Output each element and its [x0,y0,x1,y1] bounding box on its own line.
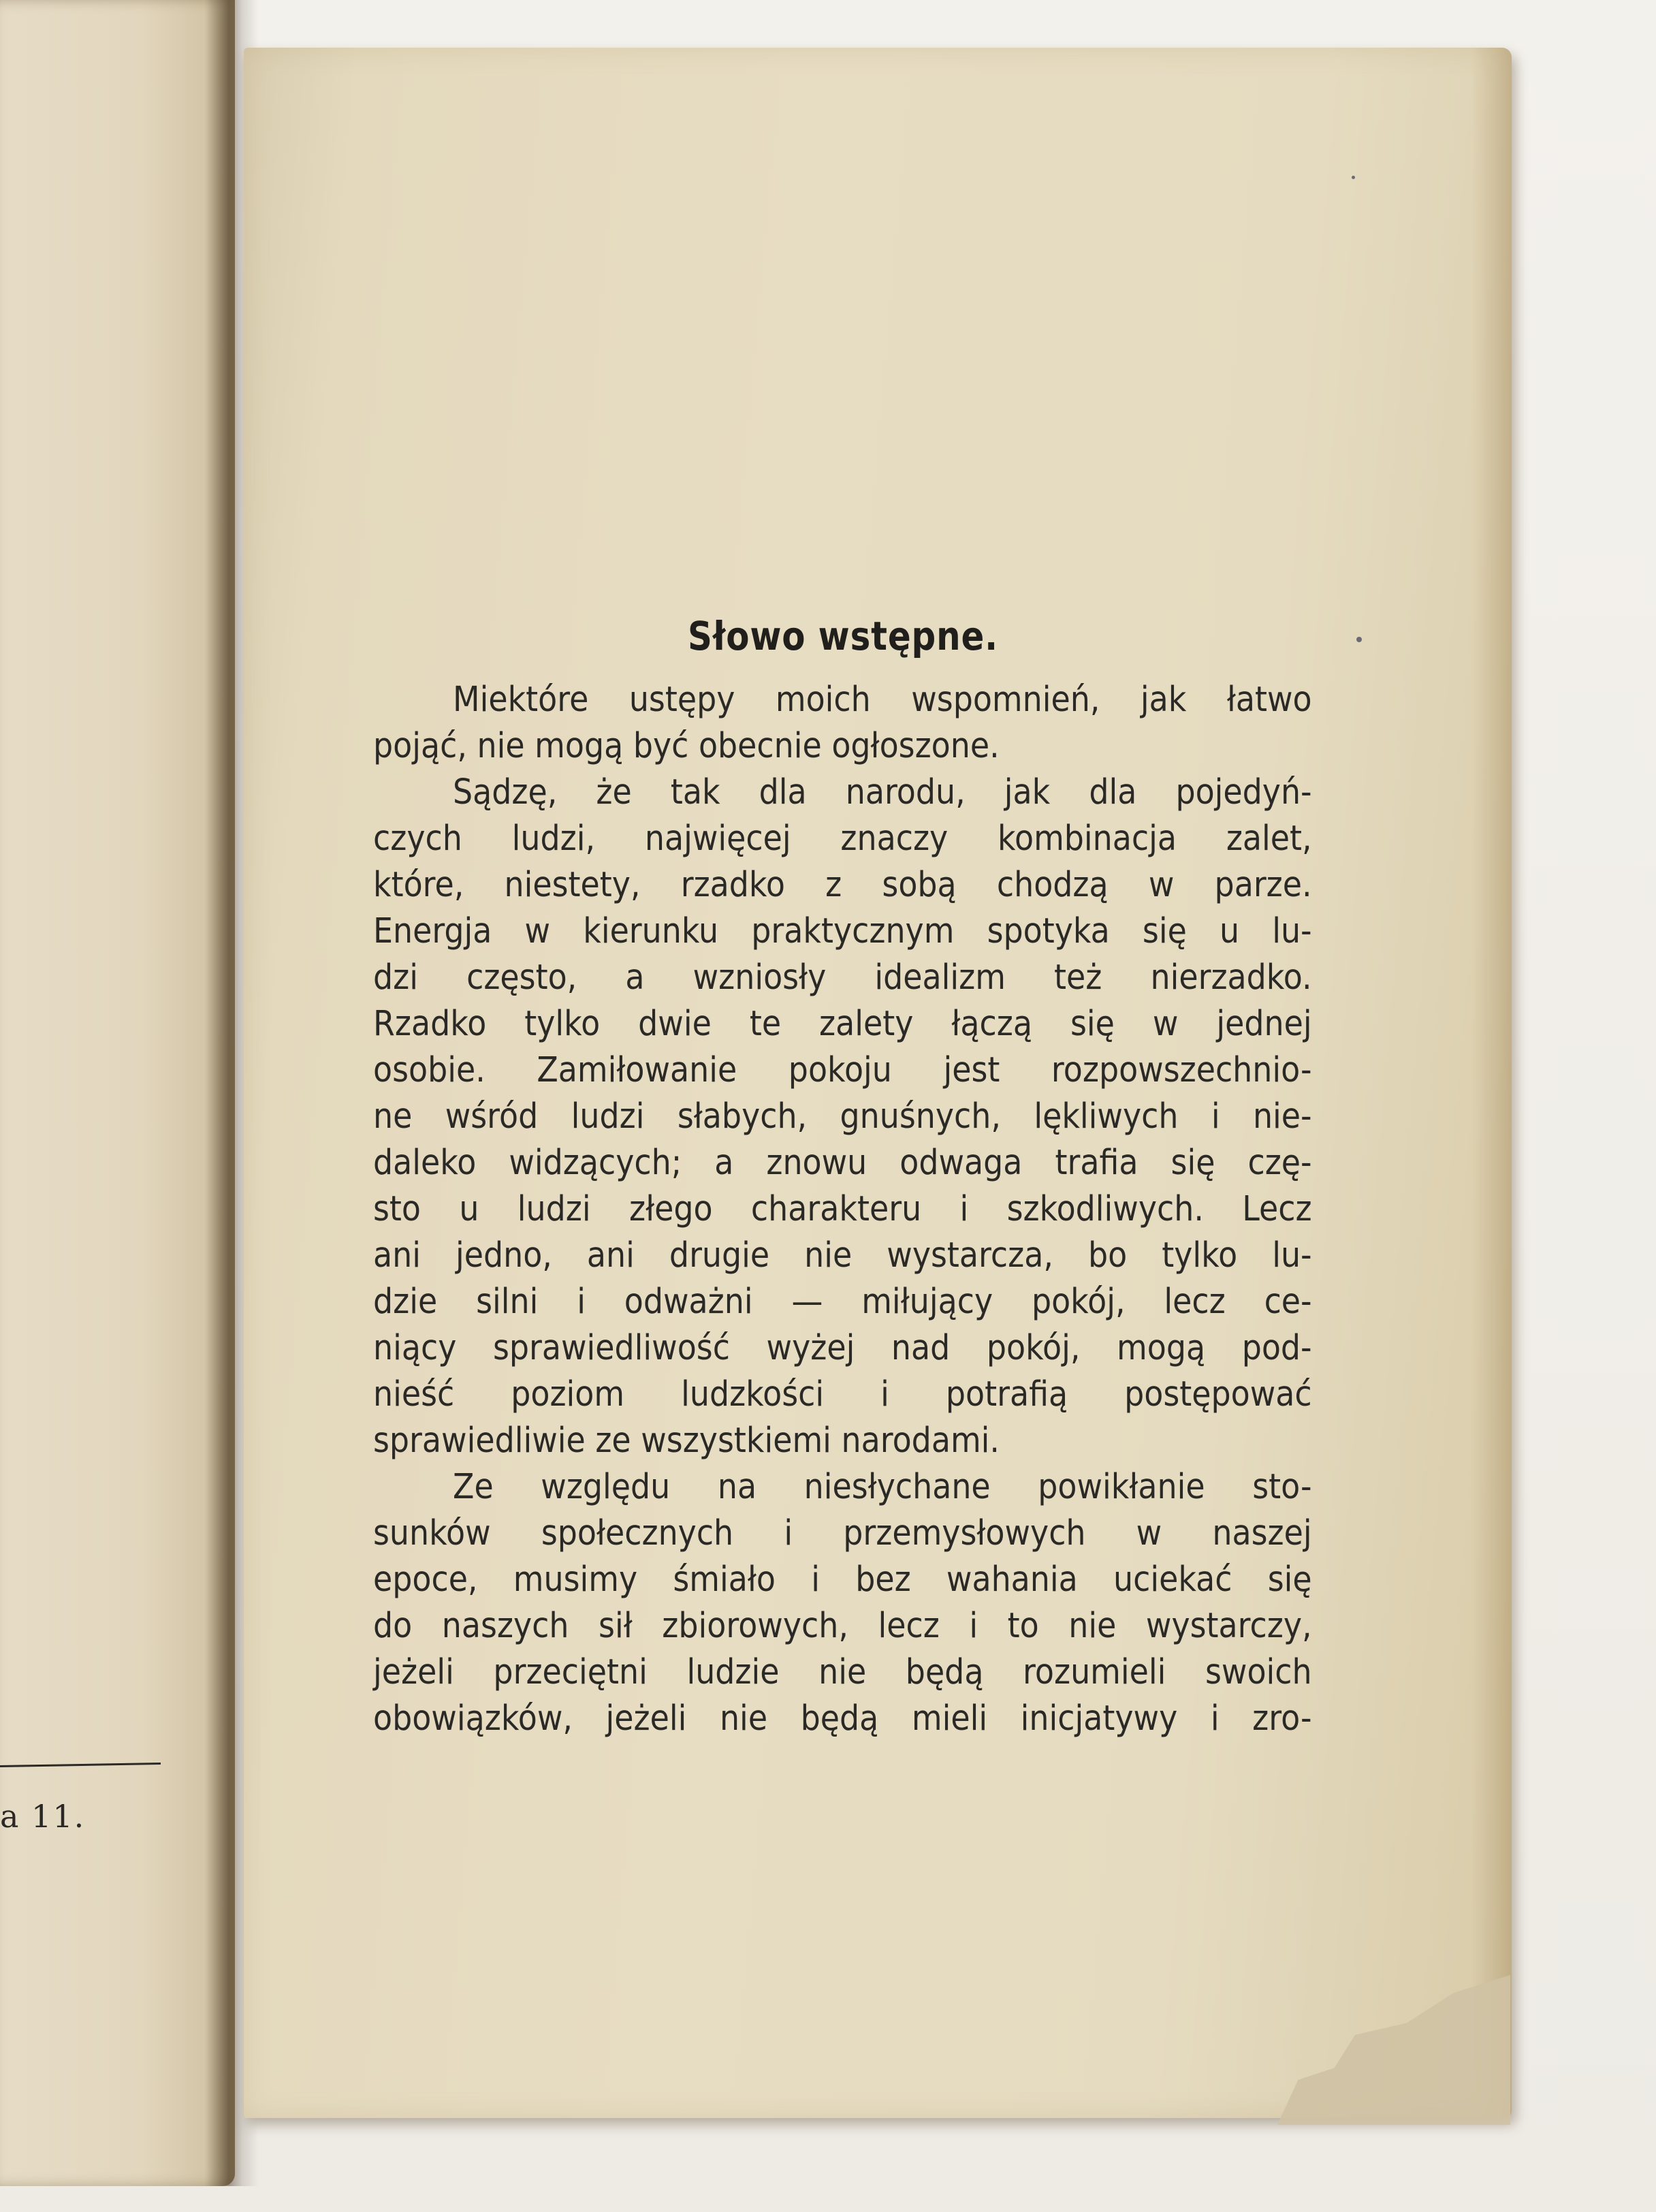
torn-corner [1252,1975,1510,2125]
paper-speck [1356,637,1362,642]
left-page-footnote: a 11. [0,1798,86,1835]
text-line: sunków społecznych i przemysłowych w naszej [373,1513,1312,1553]
text-line: ne wśród ludzi słabych, gnuśnych, lękliwych i nie- [373,1096,1312,1137]
text-line: Ze względu na niesłychane powikłanie sto- [453,1467,1312,1507]
text-line: Energja w kierunku praktycznym spotyka się u lu- [373,911,1312,951]
text-line: sto u ludzi złego charakteru i szkodliwych. Lecz [373,1189,1312,1229]
text-line: obowiązków, jeżeli nie będą mieli inicjatywy i zro- [373,1698,1312,1739]
text-line: Sądzę, że tak dla narodu, jak dla pojedyń- [453,772,1312,812]
left-facing-page [0,0,235,2186]
text-line: dzie silni i odważni — miłujący pokój, lecz ce- [373,1282,1312,1322]
page-heading: Słowo wstępne. [688,613,998,659]
text-line: czych ludzi, najwięcej znaczy kombinacja zalet, [373,819,1312,859]
footnote-rule [0,1763,161,1767]
text-line: ani jedno, ani drugie nie wystarcza, bo tylko lu- [373,1235,1312,1276]
text-line: Rzadko tylko dwie te zalety łączą się w jednej [373,1004,1312,1044]
text-line: osobie. Zamiłowanie pokoju jest rozpowszechnio- [373,1050,1312,1090]
text-line: epoce, musimy śmiało i bez wahania uciekać się [373,1560,1312,1600]
page-text [373,613,1313,1742]
text-line: sprawiedliwie ze wszystkiemi narodami. [373,1421,1000,1461]
text-line: dzi często, a wzniosły idealizm też nierzadko. [373,958,1312,998]
text-line: nieść poziom ludzkości i potrafią postępować [373,1374,1312,1415]
text-line: Miektóre ustępy moich wspomnień, jak łatwo [453,680,1312,720]
text-line: które, niestety, rzadko z sobą chodzą w parze. [373,865,1312,905]
text-lines [373,677,1313,1742]
text-line: niący sprawiedliwość wyżej nad pokój, mogą pod- [373,1328,1312,1368]
paper-speck [1352,176,1355,179]
text-line: jeżeli przeciętni ludzie nie będą rozumieli swoich [373,1652,1312,1692]
text-line: pojąć, nie mogą być obecnie ogłoszone. [373,726,1000,766]
text-line: do naszych sił zbiorowych, lecz i to nie wystarczy, [373,1606,1312,1646]
text-line: daleko widzących; a znowu odwaga trafia się czę- [373,1143,1312,1183]
page-edge [1471,48,1512,2118]
